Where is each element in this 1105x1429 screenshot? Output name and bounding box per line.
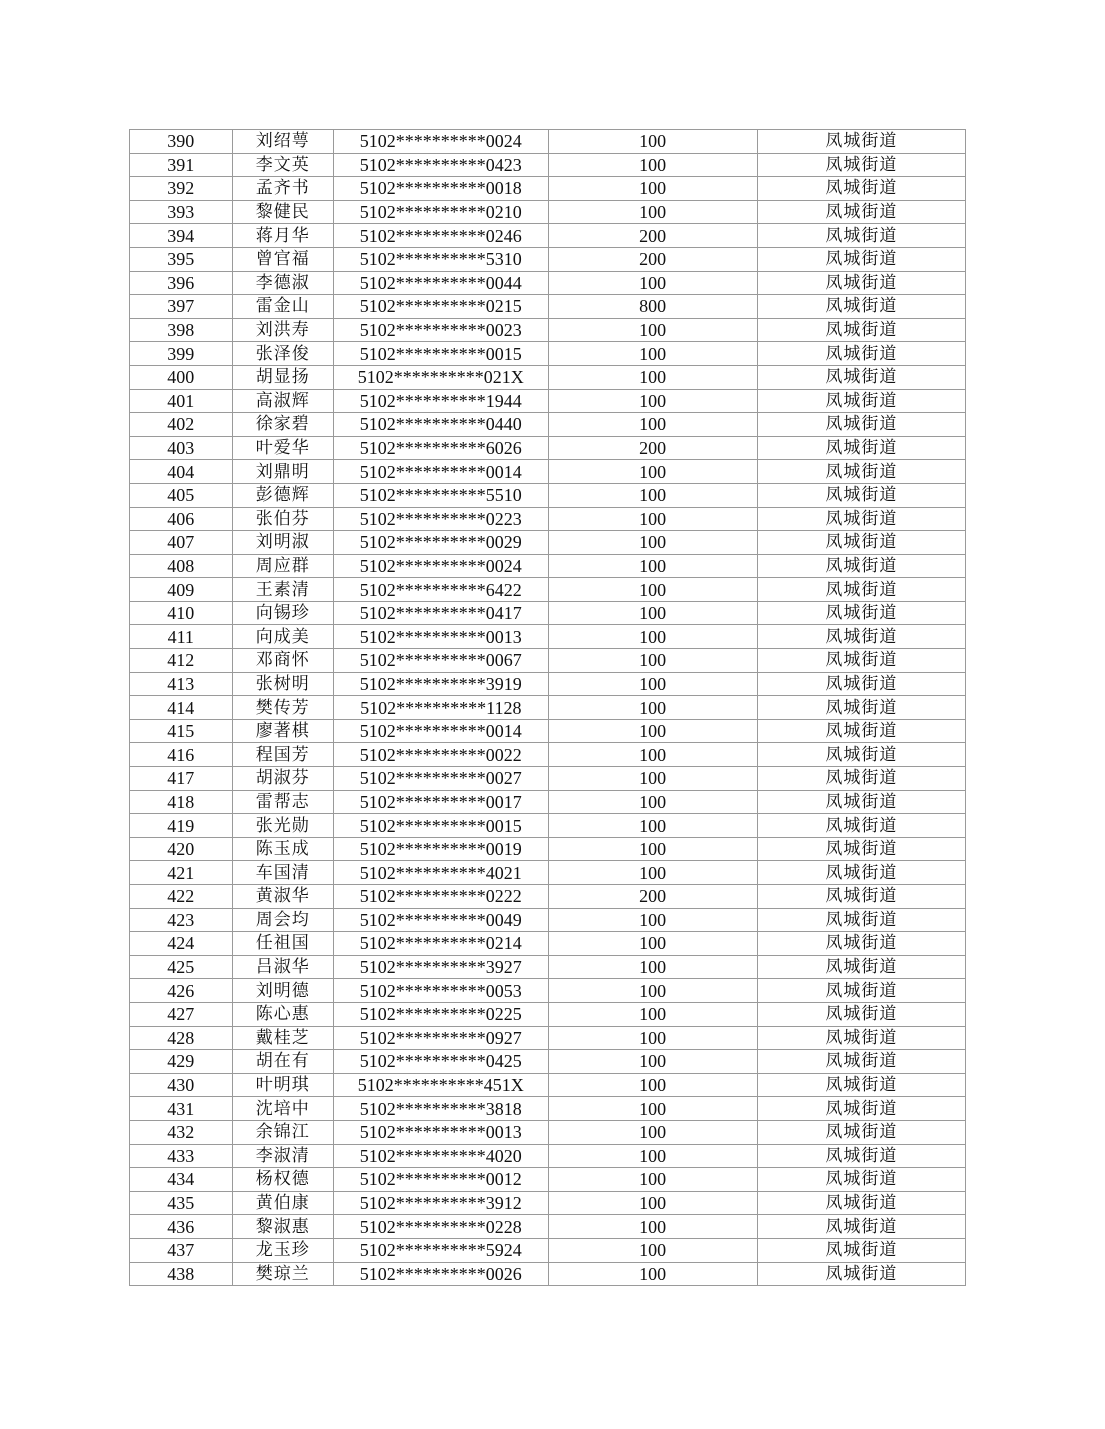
name-cell: 张树明 [232, 672, 334, 696]
name-cell: 余锦江 [232, 1120, 334, 1144]
street-cell: 凤城街道 [757, 885, 965, 909]
table-row [130, 932, 966, 956]
serial-number-cell: 401 [130, 389, 233, 413]
name-cell: 刘洪寿 [232, 318, 334, 342]
street-cell: 凤城街道 [757, 271, 965, 295]
table-row [130, 979, 966, 1003]
name-cell: 戴桂芝 [232, 1026, 334, 1050]
street-cell: 凤城街道 [757, 531, 965, 555]
serial-number-cell: 397 [130, 295, 233, 319]
table-row [130, 885, 966, 909]
serial-number-cell: 419 [130, 814, 233, 838]
id-number-cell: 5102**********0927 [334, 1026, 548, 1050]
table-row [130, 365, 966, 389]
serial-number-cell: 422 [130, 885, 233, 909]
amount-cell: 100 [548, 130, 757, 154]
street-cell: 凤城街道 [757, 743, 965, 767]
amount-cell: 100 [548, 153, 757, 177]
name-cell: 邓商怀 [232, 649, 334, 673]
table-row [130, 413, 966, 437]
street-cell: 凤城街道 [757, 955, 965, 979]
id-number-cell: 5102**********0210 [334, 200, 548, 224]
name-cell: 徐家碧 [232, 413, 334, 437]
serial-number-cell: 402 [130, 413, 233, 437]
serial-number-cell: 393 [130, 200, 233, 224]
name-cell: 李淑清 [232, 1144, 334, 1168]
amount-cell: 100 [548, 767, 757, 791]
id-number-cell: 5102**********5510 [334, 483, 548, 507]
street-cell: 凤城街道 [757, 790, 965, 814]
street-cell: 凤城街道 [757, 295, 965, 319]
amount-cell: 100 [548, 1191, 757, 1215]
id-number-cell: 5102**********0027 [334, 767, 548, 791]
street-cell: 凤城街道 [757, 767, 965, 791]
id-number-cell: 5102**********0014 [334, 719, 548, 743]
street-cell: 凤城街道 [757, 1026, 965, 1050]
table-row [130, 224, 966, 248]
serial-number-cell: 417 [130, 767, 233, 791]
table-row [130, 1002, 966, 1026]
amount-cell: 100 [548, 814, 757, 838]
street-cell: 凤城街道 [757, 696, 965, 720]
serial-number-cell: 395 [130, 247, 233, 271]
id-number-cell: 5102**********3818 [334, 1097, 548, 1121]
serial-number-cell: 412 [130, 649, 233, 673]
name-cell: 廖著棋 [232, 719, 334, 743]
street-cell: 凤城街道 [757, 130, 965, 154]
id-number-cell: 5102**********1128 [334, 696, 548, 720]
serial-number-cell: 426 [130, 979, 233, 1003]
table-row [130, 955, 966, 979]
table-row [130, 672, 966, 696]
amount-cell: 200 [548, 436, 757, 460]
amount-cell: 100 [548, 578, 757, 602]
street-cell: 凤城街道 [757, 247, 965, 271]
serial-number-cell: 398 [130, 318, 233, 342]
amount-cell: 100 [548, 483, 757, 507]
street-cell: 凤城街道 [757, 483, 965, 507]
id-number-cell: 5102**********0053 [334, 979, 548, 1003]
table-row [130, 578, 966, 602]
street-cell: 凤城街道 [757, 932, 965, 956]
table-row [130, 649, 966, 673]
amount-cell: 100 [548, 1026, 757, 1050]
table-row [130, 1168, 966, 1192]
serial-number-cell: 409 [130, 578, 233, 602]
name-cell: 周会均 [232, 908, 334, 932]
id-number-cell: 5102**********0022 [334, 743, 548, 767]
amount-cell: 100 [548, 955, 757, 979]
id-number-cell: 5102**********4020 [334, 1144, 548, 1168]
serial-number-cell: 431 [130, 1097, 233, 1121]
name-cell: 向成美 [232, 625, 334, 649]
name-cell: 胡在有 [232, 1050, 334, 1074]
id-number-cell: 5102**********0012 [334, 1168, 548, 1192]
table-row [130, 342, 966, 366]
serial-number-cell: 403 [130, 436, 233, 460]
amount-cell: 100 [548, 531, 757, 555]
table-row [130, 1073, 966, 1097]
serial-number-cell: 432 [130, 1120, 233, 1144]
table-row [130, 1050, 966, 1074]
street-cell: 凤城街道 [757, 436, 965, 460]
table-row [130, 696, 966, 720]
name-cell: 陈玉成 [232, 837, 334, 861]
serial-number-cell: 394 [130, 224, 233, 248]
name-cell: 李文英 [232, 153, 334, 177]
name-cell: 程国芳 [232, 743, 334, 767]
id-number-cell: 5102**********0215 [334, 295, 548, 319]
id-number-cell: 5102**********5924 [334, 1238, 548, 1262]
id-number-cell: 5102**********0440 [334, 413, 548, 437]
serial-number-cell: 433 [130, 1144, 233, 1168]
serial-number-cell: 427 [130, 1002, 233, 1026]
name-cell: 刘鼎明 [232, 460, 334, 484]
id-number-cell: 5102**********0222 [334, 885, 548, 909]
amount-cell: 100 [548, 1238, 757, 1262]
table-row [130, 1238, 966, 1262]
street-cell: 凤城街道 [757, 1073, 965, 1097]
id-number-cell: 5102**********6026 [334, 436, 548, 460]
amount-cell: 200 [548, 247, 757, 271]
street-cell: 凤城街道 [757, 837, 965, 861]
name-cell: 刘明德 [232, 979, 334, 1003]
serial-number-cell: 429 [130, 1050, 233, 1074]
table-row [130, 625, 966, 649]
street-cell: 凤城街道 [757, 861, 965, 885]
serial-number-cell: 413 [130, 672, 233, 696]
amount-cell: 100 [548, 318, 757, 342]
table-row [130, 389, 966, 413]
street-cell: 凤城街道 [757, 1238, 965, 1262]
serial-number-cell: 424 [130, 932, 233, 956]
street-cell: 凤城街道 [757, 389, 965, 413]
id-number-cell: 5102**********0018 [334, 177, 548, 201]
street-cell: 凤城街道 [757, 979, 965, 1003]
amount-cell: 100 [548, 719, 757, 743]
serial-number-cell: 405 [130, 483, 233, 507]
street-cell: 凤城街道 [757, 1097, 965, 1121]
serial-number-cell: 430 [130, 1073, 233, 1097]
name-cell: 胡显扬 [232, 365, 334, 389]
street-cell: 凤城街道 [757, 1215, 965, 1239]
amount-cell: 100 [548, 271, 757, 295]
table-row [130, 1215, 966, 1239]
street-cell: 凤城街道 [757, 649, 965, 673]
name-cell: 吕淑华 [232, 955, 334, 979]
id-number-cell: 5102**********0017 [334, 790, 548, 814]
id-number-cell: 5102**********021X [334, 365, 548, 389]
id-number-cell: 5102**********0423 [334, 153, 548, 177]
amount-cell: 100 [548, 696, 757, 720]
name-cell: 任祖国 [232, 932, 334, 956]
table-row [130, 743, 966, 767]
serial-number-cell: 416 [130, 743, 233, 767]
serial-number-cell: 400 [130, 365, 233, 389]
table-row [130, 1026, 966, 1050]
serial-number-cell: 415 [130, 719, 233, 743]
records-table [129, 129, 966, 1286]
street-cell: 凤城街道 [757, 507, 965, 531]
table-row [130, 837, 966, 861]
street-cell: 凤城街道 [757, 908, 965, 932]
amount-cell: 100 [548, 932, 757, 956]
amount-cell: 100 [548, 200, 757, 224]
id-number-cell: 5102**********4021 [334, 861, 548, 885]
table-row [130, 177, 966, 201]
serial-number-cell: 437 [130, 1238, 233, 1262]
amount-cell: 100 [548, 790, 757, 814]
name-cell: 杨权德 [232, 1168, 334, 1192]
amount-cell: 100 [548, 1168, 757, 1192]
amount-cell: 100 [548, 1050, 757, 1074]
id-number-cell: 5102**********0026 [334, 1262, 548, 1286]
table-row [130, 908, 966, 932]
id-number-cell: 5102**********5310 [334, 247, 548, 271]
serial-number-cell: 423 [130, 908, 233, 932]
serial-number-cell: 414 [130, 696, 233, 720]
id-number-cell: 5102**********0024 [334, 554, 548, 578]
street-cell: 凤城街道 [757, 554, 965, 578]
id-number-cell: 5102**********451X [334, 1073, 548, 1097]
amount-cell: 100 [548, 554, 757, 578]
name-cell: 黎淑惠 [232, 1215, 334, 1239]
amount-cell: 100 [548, 743, 757, 767]
table-row [130, 767, 966, 791]
serial-number-cell: 428 [130, 1026, 233, 1050]
amount-cell: 100 [548, 1120, 757, 1144]
table-row [130, 130, 966, 154]
id-number-cell: 5102**********0049 [334, 908, 548, 932]
amount-cell: 100 [548, 460, 757, 484]
name-cell: 黄伯康 [232, 1191, 334, 1215]
street-cell: 凤城街道 [757, 365, 965, 389]
name-cell: 曾官福 [232, 247, 334, 271]
street-cell: 凤城街道 [757, 625, 965, 649]
street-cell: 凤城街道 [757, 413, 965, 437]
id-number-cell: 5102**********0023 [334, 318, 548, 342]
amount-cell: 100 [548, 342, 757, 366]
table-row [130, 1191, 966, 1215]
id-number-cell: 5102**********0024 [334, 130, 548, 154]
street-cell: 凤城街道 [757, 342, 965, 366]
table-row [130, 1262, 966, 1286]
serial-number-cell: 408 [130, 554, 233, 578]
amount-cell: 100 [548, 1144, 757, 1168]
amount-cell: 100 [548, 908, 757, 932]
table-row [130, 1120, 966, 1144]
amount-cell: 100 [548, 625, 757, 649]
amount-cell: 100 [548, 672, 757, 696]
id-number-cell: 5102**********0225 [334, 1002, 548, 1026]
amount-cell: 100 [548, 979, 757, 1003]
serial-number-cell: 425 [130, 955, 233, 979]
name-cell: 刘绍萼 [232, 130, 334, 154]
street-cell: 凤城街道 [757, 153, 965, 177]
name-cell: 雷金山 [232, 295, 334, 319]
id-number-cell: 5102**********3927 [334, 955, 548, 979]
serial-number-cell: 438 [130, 1262, 233, 1286]
table-row [130, 436, 966, 460]
serial-number-cell: 406 [130, 507, 233, 531]
street-cell: 凤城街道 [757, 1120, 965, 1144]
name-cell: 黎健民 [232, 200, 334, 224]
id-number-cell: 5102**********6422 [334, 578, 548, 602]
amount-cell: 100 [548, 837, 757, 861]
street-cell: 凤城街道 [757, 200, 965, 224]
name-cell: 张伯芬 [232, 507, 334, 531]
table-row [130, 153, 966, 177]
table-row [130, 719, 966, 743]
table-row [130, 790, 966, 814]
amount-cell: 100 [548, 177, 757, 201]
id-number-cell: 5102**********3919 [334, 672, 548, 696]
id-number-cell: 5102**********0019 [334, 837, 548, 861]
amount-cell: 100 [548, 365, 757, 389]
id-number-cell: 5102**********0015 [334, 814, 548, 838]
id-number-cell: 5102**********0015 [334, 342, 548, 366]
table-row [130, 814, 966, 838]
amount-cell: 100 [548, 1262, 757, 1286]
table-row [130, 554, 966, 578]
amount-cell: 100 [548, 507, 757, 531]
name-cell: 黄淑华 [232, 885, 334, 909]
name-cell: 李德淑 [232, 271, 334, 295]
amount-cell: 100 [548, 1215, 757, 1239]
id-number-cell: 5102**********0013 [334, 625, 548, 649]
amount-cell: 200 [548, 885, 757, 909]
table-row [130, 507, 966, 531]
name-cell: 沈培中 [232, 1097, 334, 1121]
id-number-cell: 5102**********0228 [334, 1215, 548, 1239]
records-table-body [130, 130, 966, 1286]
name-cell: 王素清 [232, 578, 334, 602]
table-row [130, 247, 966, 271]
serial-number-cell: 411 [130, 625, 233, 649]
name-cell: 高淑辉 [232, 389, 334, 413]
amount-cell: 100 [548, 649, 757, 673]
serial-number-cell: 421 [130, 861, 233, 885]
street-cell: 凤城街道 [757, 1168, 965, 1192]
amount-cell: 100 [548, 1073, 757, 1097]
street-cell: 凤城街道 [757, 177, 965, 201]
serial-number-cell: 404 [130, 460, 233, 484]
street-cell: 凤城街道 [757, 318, 965, 342]
name-cell: 张泽俊 [232, 342, 334, 366]
name-cell: 胡淑芬 [232, 767, 334, 791]
table-row [130, 1097, 966, 1121]
amount-cell: 100 [548, 389, 757, 413]
name-cell: 彭德辉 [232, 483, 334, 507]
serial-number-cell: 392 [130, 177, 233, 201]
id-number-cell: 5102**********0014 [334, 460, 548, 484]
street-cell: 凤城街道 [757, 1262, 965, 1286]
table-row [130, 271, 966, 295]
serial-number-cell: 390 [130, 130, 233, 154]
id-number-cell: 5102**********0246 [334, 224, 548, 248]
id-number-cell: 5102**********0013 [334, 1120, 548, 1144]
name-cell: 樊传芳 [232, 696, 334, 720]
street-cell: 凤城街道 [757, 719, 965, 743]
table-row [130, 483, 966, 507]
amount-cell: 100 [548, 1002, 757, 1026]
name-cell: 向锡珍 [232, 601, 334, 625]
id-number-cell: 5102**********0417 [334, 601, 548, 625]
id-number-cell: 5102**********0425 [334, 1050, 548, 1074]
serial-number-cell: 436 [130, 1215, 233, 1239]
table-row [130, 318, 966, 342]
street-cell: 凤城街道 [757, 1144, 965, 1168]
street-cell: 凤城街道 [757, 1050, 965, 1074]
name-cell: 龙玉珍 [232, 1238, 334, 1262]
table-row [130, 861, 966, 885]
street-cell: 凤城街道 [757, 224, 965, 248]
id-number-cell: 5102**********1944 [334, 389, 548, 413]
serial-number-cell: 396 [130, 271, 233, 295]
serial-number-cell: 435 [130, 1191, 233, 1215]
serial-number-cell: 420 [130, 837, 233, 861]
street-cell: 凤城街道 [757, 672, 965, 696]
name-cell: 陈心惠 [232, 1002, 334, 1026]
serial-number-cell: 410 [130, 601, 233, 625]
serial-number-cell: 391 [130, 153, 233, 177]
serial-number-cell: 418 [130, 790, 233, 814]
street-cell: 凤城街道 [757, 814, 965, 838]
table-row [130, 601, 966, 625]
id-number-cell: 5102**********0029 [334, 531, 548, 555]
id-number-cell: 5102**********0044 [334, 271, 548, 295]
amount-cell: 100 [548, 1097, 757, 1121]
name-cell: 雷帮志 [232, 790, 334, 814]
amount-cell: 100 [548, 601, 757, 625]
amount-cell: 100 [548, 413, 757, 437]
table-row [130, 1144, 966, 1168]
name-cell: 樊琼兰 [232, 1262, 334, 1286]
table-row [130, 531, 966, 555]
id-number-cell: 5102**********0067 [334, 649, 548, 673]
amount-cell: 200 [548, 224, 757, 248]
amount-cell: 800 [548, 295, 757, 319]
street-cell: 凤城街道 [757, 601, 965, 625]
name-cell: 叶爱华 [232, 436, 334, 460]
amount-cell: 100 [548, 861, 757, 885]
serial-number-cell: 407 [130, 531, 233, 555]
name-cell: 叶明琪 [232, 1073, 334, 1097]
street-cell: 凤城街道 [757, 1002, 965, 1026]
id-number-cell: 5102**********0223 [334, 507, 548, 531]
serial-number-cell: 399 [130, 342, 233, 366]
name-cell: 蒋月华 [232, 224, 334, 248]
name-cell: 孟齐书 [232, 177, 334, 201]
name-cell: 车国清 [232, 861, 334, 885]
table-row [130, 295, 966, 319]
serial-number-cell: 434 [130, 1168, 233, 1192]
name-cell: 周应群 [232, 554, 334, 578]
id-number-cell: 5102**********0214 [334, 932, 548, 956]
table-row [130, 460, 966, 484]
street-cell: 凤城街道 [757, 578, 965, 602]
id-number-cell: 5102**********3912 [334, 1191, 548, 1215]
street-cell: 凤城街道 [757, 1191, 965, 1215]
name-cell: 刘明淑 [232, 531, 334, 555]
name-cell: 张光勋 [232, 814, 334, 838]
street-cell: 凤城街道 [757, 460, 965, 484]
table-row [130, 200, 966, 224]
